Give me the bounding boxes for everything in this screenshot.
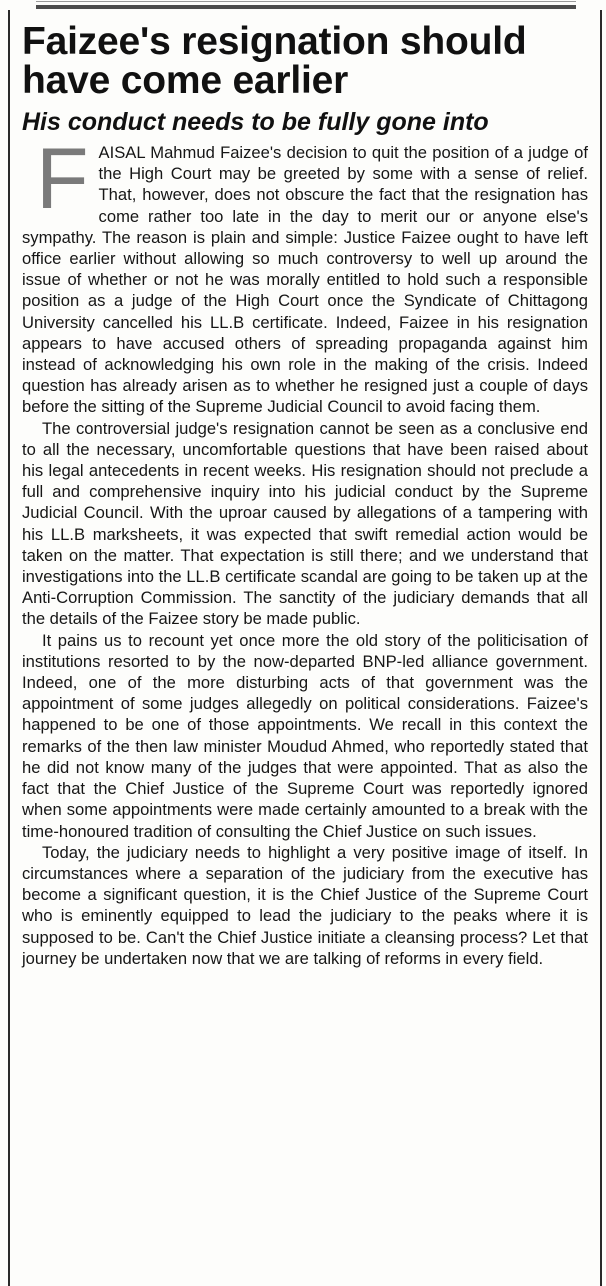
paragraph-1 <box>22 131 588 418</box>
paragraph-4: Today, the judiciary needs to highlight a very positive image of itself. In circumstances where a separation of the judiciary from the executive has become a significant question, it is the Chief Justice of the Supreme Court who is eminently equipped to lead the judiciary to the peaks where it is supposed to be. Can't the Chief Justice initiate a cleansing process? Let that journey be undertaken now that we are talking of reforms in every field. <box>22 842 588 968</box>
paragraph-2: The controversial judge's resignation cannot be seen as a conclusive end to all the necessary, uncomfortable questions that have been raised about his legal antecedents in recent weeks. His resignation should not preclude a full and comprehensive inquiry into his judicial conduct by the Supreme Judicial Council. With the uproar caused by allegations of a tampering with his LL.B marksheets, it was expected that swift remedial action would be taken on the matter. That expectation is still there; and we understand that investigations into the LL.B certificate scandal are going to be taken up at the Anti-Corruption Commission. The sanctity of the judiciary demands that all the details of the Faizee story be made public. <box>22 418 588 629</box>
editorial-article <box>22 22 588 969</box>
headline: Faizee's resignation should have come earlier <box>22 20 527 102</box>
top-rule <box>36 5 576 9</box>
paragraph-3: It pains us to recount yet once more the old story of the politicisation of institutions resorted to by the now-departed BNP-led alliance government. Indeed, one of the more disturbing acts of that government was the appointment of some judges allegedly on political considerations. Faizee's happened to be one of those appointments. We recall in this context the remarks of the then law minister Moudud Ahmed, who reportedly stated that he did not know many of the judges that were appointed. That as also the fact that the Chief Justice of the Supreme Court was reportedly ignored when some appointments were made certainly amounted to a break with the time-honoured tradition of consulting the Chief Justice on such issues. <box>22 630 588 841</box>
article-body <box>22 131 588 969</box>
paragraph-1-text: AISAL Mahmud Faizee's decision to quit the position of a judge of the High Court may be greeted by some with a sense of relief. That, however, does not obscure the fact that the resignation has come rather too late in the day to merit our or anyone else's sympathy. The reason is plain and simple: Justice Faizee ought to have left office earlier without allowing so much controversy to well up around the issue of whether or not he was morally entitled to hold such a responsible position as a judge of the High Court once the Syndicate of Chittagong University cancelled his LL.B certificate. Indeed, Faizee in his resignation appears to have accused others of spreading propaganda against him instead of acknowledging his own role in the making of the crisis. Indeed question has already arisen as to whether he resigned just a couple of days before the sitting of the Supreme Judicial Council to avoid facing them. <box>22 143 588 417</box>
right-column-rule <box>600 10 602 1286</box>
top-thin-rule <box>36 1 576 2</box>
subheadline: His conduct needs to be fully gone into <box>22 108 489 136</box>
drop-cap: F <box>36 131 89 227</box>
left-column-rule <box>8 10 10 1286</box>
